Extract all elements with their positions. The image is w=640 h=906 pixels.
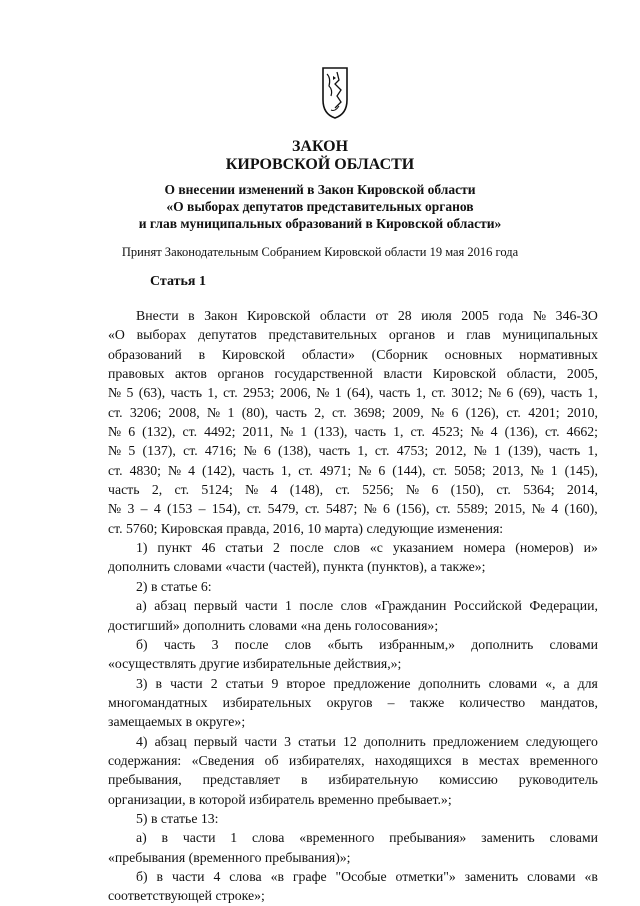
body-line: «О выборах депутатов представительных органов и глав муниципальных [108,327,598,343]
body-line: достигший» дополнить словами «на день голосования»; [108,617,439,633]
law-subject-line-3: и глав муниципальных образований в Кировской области» [138,216,502,231]
kirov-coat-of-arms-icon [321,66,349,120]
region-title: КИРОВСКОЙ ОБЛАСТИ [225,156,415,173]
body-line: 5) в статье 13: [136,810,219,826]
body-line: соответствующей строке»; [108,888,265,904]
body-line: № 5 (63), часть 1, ст. 2953; 2006, № 1 (64), часть 1, ст. 3012; № 6 (69), часть 1, [108,385,598,401]
body-line: 4) абзац первый части 3 статьи 12 дополнить предложением следующего [136,733,598,749]
body-line: образований в Кировской области» (Сборник основных нормативных [108,346,598,362]
body-line: содержания: «Сведения об избирателях, находящихся в местах временного [108,752,598,768]
body-line: многомандатных избирательных округов – также количество мандатов, [108,694,598,710]
body-line: № 5 (137), ст. 4716; № 6 (138), часть 1, ст. 4753; 2012, № 1 (139), часть 1, [108,443,598,459]
body-line: пребывания, представляет в избирательную комиссию руководитель [108,772,598,788]
law-subject-line-2: «О выборах депутатов представительных органов [166,199,474,214]
body-line: ст. 5760; Кировская правда, 2016, 10 марта) следующие изменения: [108,520,504,536]
adoption-note: Принят Законодательным Собранием Кировской области 19 мая 2016 года [121,245,519,259]
body-line: 3) в части 2 статьи 9 второе предложение дополнить словами «, а для [136,675,598,691]
body-line: № 6 (132), ст. 4492; 2011, № 1 (133), часть 1, ст. 4523; № 4 (136), ст. 4662; [108,424,598,440]
body-line: «осуществлять другие избирательные действия,»; [108,656,402,672]
body-line: «пребывания (временного пребывания)»; [108,849,351,865]
body-line: часть 2, ст. 5124; № 4 (148), ст. 5256; № 6 (150), ст. 5364; 2014, [108,482,598,498]
body-line: 2) в статье 6: [136,578,212,594]
body-line: б) в части 4 слова «в графе "Особые отметки"» заменить словами «в [136,868,598,884]
body-line: замещаемых в округе»; [108,714,246,730]
body-line: Внести в Закон Кировской области от 28 июля 2005 года № 346-ЗО [136,308,598,323]
body-line: № 3 – 4 (153 – 154), ст. 5479, ст. 5487; № 6 (156), ст. 5589; 2015, № 4 (160), [108,501,598,517]
body-line: ст. 3206; 2008, № 1 (80), часть 2, ст. 3698; 2009, № 6 (126), ст. 4201; 2010, [108,404,598,420]
law-title: ЗАКОН [291,138,349,155]
body-line: а) абзац первый части 1 после слов «Гражданин Российской Федерации, [136,598,598,614]
body-line: правовых актов органов государственной власти Кировской области, 2005, [108,366,598,382]
body-line: ст. 4830; № 4 (142), часть 1, ст. 4971; № 6 (144), ст. 5058; 2013, № 1 (145), [108,462,598,478]
law-subject-line-1: О внесении изменений в Закон Кировской области [164,182,476,197]
body-line: организации, в которой избиратель временно пребывает.»; [108,791,452,807]
article-body [108,306,598,906]
body-line: б) часть 3 после слов «быть избранным,» дополнить словами [136,636,598,652]
article-heading: Статья 1 [150,274,206,289]
body-line: дополнить словами «части (частей), пункта (пунктов), а также»; [108,559,486,575]
body-line: а) в части 1 слова «временного пребывания» заменить словами [136,830,598,846]
body-line: 1) пункт 46 статьи 2 после слов «с указанием номера (номеров) и» [136,540,598,556]
